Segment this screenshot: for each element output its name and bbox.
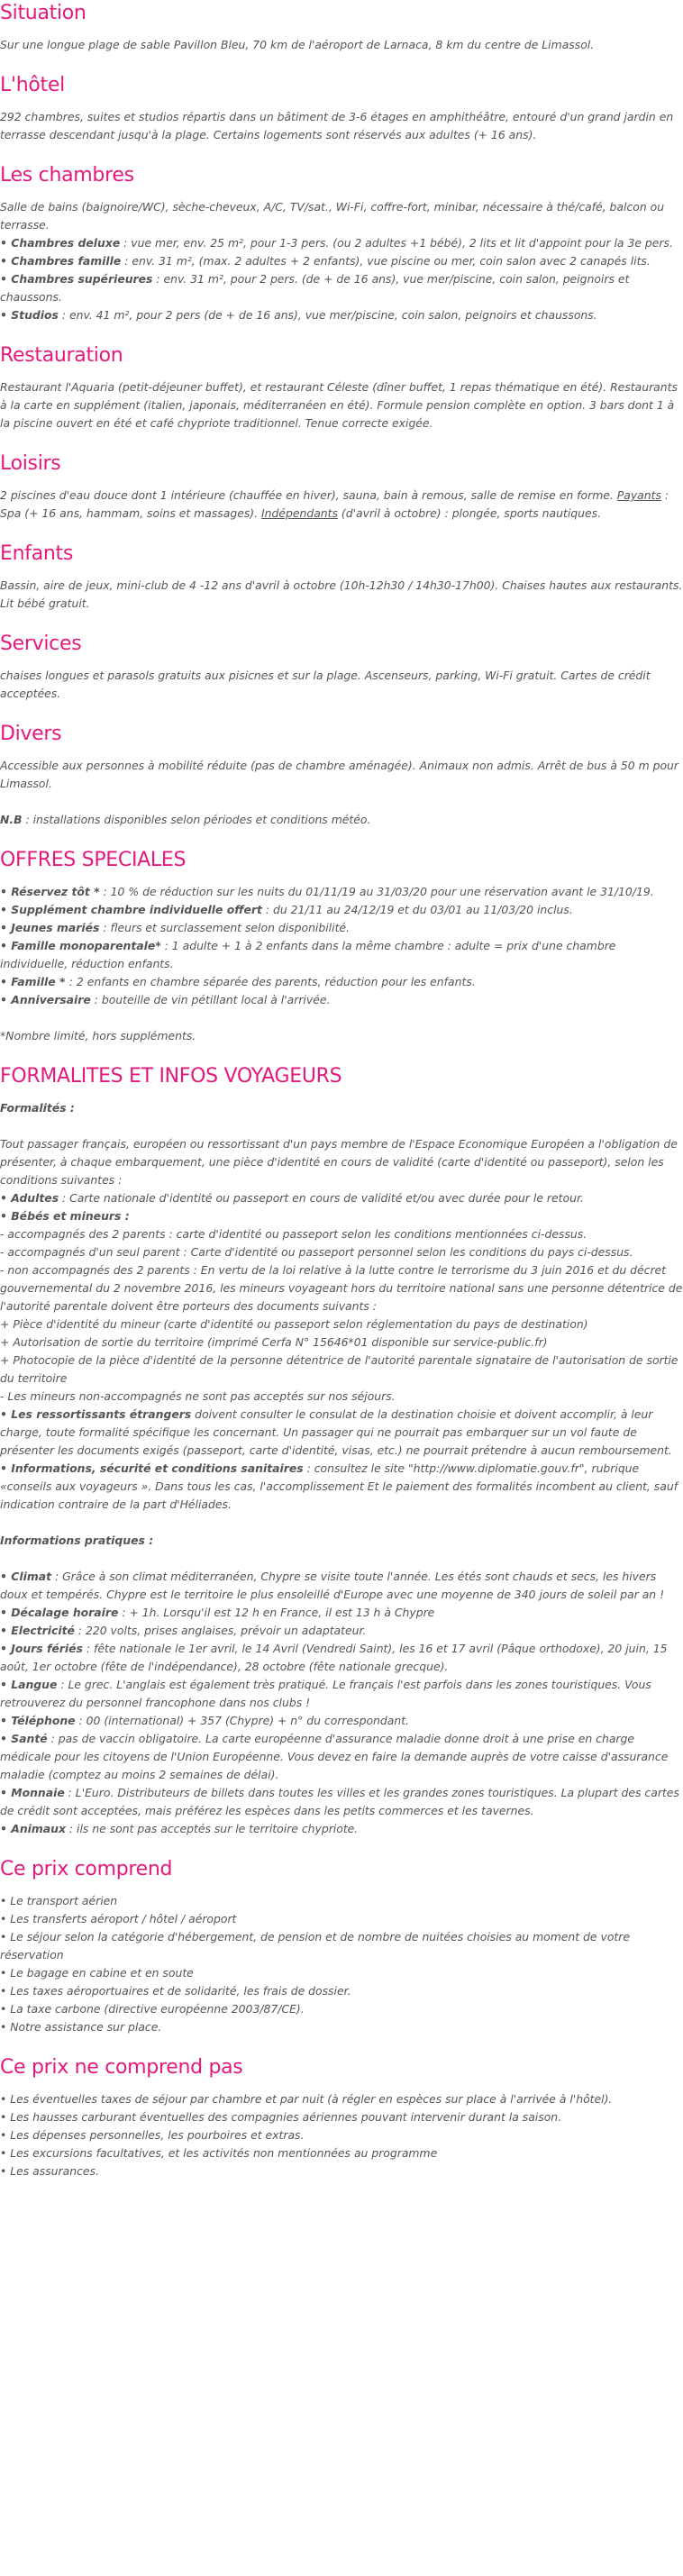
chambres-title: Les chambres — [0, 164, 134, 187]
list-item: • Santé : pas de vaccin obligatoire. La carte européenne d'assurance maladie donne droit à une prise en charge médicale pour les citoyens de l'Union Européenne. Vous devez en faire la demande auprès de votre caisse d'assurance maladie (comptez au moins 2 semaines de délai). — [0, 1730, 683, 1784]
formalites-line: + Photocopie de la pièce d'identité de la personne détentrice de l'autorité parentale signataire de l'autorisation de sortie du territoire — [0, 1353, 678, 1385]
list-item: • Les ressortissants étrangers doivent consulter le consulat de la destination choisie et doivent accomplir, à leur charge, toute formalité spécifique les concernant. Un passager qui ne pourrait pas embarquer sur un vol faute de présenter les documents exigés (passeport, carte d'identité, visas, etc.) ne pourrait prétendre à aucun remboursement. — [0, 1406, 683, 1460]
list-item: • Les transferts aéroport / hôtel / aéroport — [0, 1910, 683, 1928]
list-item: • Les assurances. — [0, 2162, 683, 2180]
restauration-text: Restaurant l'Aquaria (petit-déjeuner buffet), et restaurant Céleste (dîner buffet, 1 repas thématique en été). Restaurants à la carte en supplément (italien, japonais, méditerranéen en été). Formule pension complète en option. 3 bars dont 1 à la piscine ouvert en été et café chypriote traditionnel. Tenue correcte exigée. — [0, 380, 678, 430]
formalites-more — [0, 1406, 683, 1514]
enfants-title: Enfants — [0, 542, 74, 565]
formalites-intro: Tout passager français, européen ou ressortissant d'un pays membre de l'Espace Economique Européen a l'obligation de présenter, à chaque embarquement, une pièce d'identité en cours de validité (carte d'identité ou passeport), selon les conditions suivantes : — [0, 1137, 678, 1187]
services-title: Services — [0, 633, 82, 655]
section-hotel — [0, 72, 683, 144]
list-item: • Climat : Grâce à son climat méditerranéen, Chypre se visite toute l'année. Les étés sont chauds et secs, les hivers doux et tempérés. Chypre est le territoire le plus ensoleillé d'Europe avec une moyenne de 340 jours de soleil par an ! — [0, 1568, 683, 1604]
situation-text: Sur une longue plage de sable Pavillon Bleu, 70 km de l'aéroport de Larnaca, 8 km du centre de Limassol. — [0, 38, 595, 51]
divers-title: Divers — [0, 723, 62, 745]
chambres-intro: Salle de bains (baignoire/WC), sèche-cheveux, A/C, TV/sat., Wi-Fi, coffre-fort, minibar, nécessaire à thé/café, balcon ou terrasse. — [0, 200, 665, 232]
list-item: • Electricité : 220 volts, prises anglaises, prévoir un adaptateur. — [0, 1622, 683, 1640]
pratiques-list — [0, 1568, 683, 1838]
list-item: • Notre assistance sur place. — [0, 2018, 683, 2036]
section-restauration — [0, 342, 683, 432]
hotel-title: L'hôtel — [0, 74, 65, 96]
section-divers — [0, 721, 683, 829]
section-ne-comprend — [0, 2054, 683, 2180]
list-item: • Jours fériés : fête nationale le 1er avril, le 14 Avril (Vendredi Saint), les 16 et 17 avril (Pâque orthodoxe), 20 juin, 15 août, 1er octobre (fête de l'indépendance), 28 octobre (fête nationale grecque). — [0, 1640, 683, 1676]
formalites-line: - accompagnés des 2 parents : carte d'identité ou passeport selon les conditions mentionnées ci-dessus. — [0, 1227, 587, 1241]
enfants-text: Bassin, aire de jeux, mini-club de 4 -12 ans d'avril à octobre (10h-12h30 / 14h30-17h00). Chaises hautes aux restaurants. Lit bébé gratuit. — [0, 578, 683, 610]
formalites-adultes — [0, 1189, 683, 1225]
list-item: • Le bagage en cabine et en soute — [0, 1964, 683, 1982]
comprend-list — [0, 1892, 683, 2036]
list-item: • La taxe carbone (directive européenne 2003/87/CE). — [0, 2000, 683, 2018]
list-item: • Le séjour selon la catégorie d'hébergement, de pension et de nombre de nuitées choisies au moment de votre réservation — [0, 1928, 683, 1964]
formalites-title: FORMALITES ET INFOS VOYAGEURS — [0, 1065, 342, 1088]
chambres-list — [0, 234, 683, 324]
list-item: • Les hausses carburant éventuelles des compagnies aériennes pouvant intervenir durant la saison. — [0, 2108, 683, 2126]
section-services — [0, 631, 683, 703]
section-enfants — [0, 541, 683, 613]
hotel-text: 292 chambres, suites et studios répartis dans un bâtiment de 3-6 étages en amphithéâtre, entouré d'un grand jardin en terrasse descendant jusqu'à la plage. Certains logements sont réservés aux adultes (+ 16 ans). — [0, 110, 674, 141]
list-item: • Les éventuelles taxes de séjour par chambre et par nuit (à régler en espèces sur place à l'arrivée à l'hôtel). — [0, 2090, 683, 2108]
list-item: • Décalage horaire : + 1h. Lorsqu'il est 12 h en France, il est 13 h à Chypre — [0, 1604, 683, 1622]
section-formalites — [0, 1063, 683, 1514]
loisirs-text: 2 piscines d'eau douce dont 1 intérieure (chauffée en hiver), sauna, bain à remous, salle de remise en forme. Payants : Spa (+ 16 ans, hammam, soins et massages). Indépendants (d'avril à octobre) : plongée, sports nautiques. — [0, 488, 669, 520]
formalites-line: - non accompagnés des 2 parents : En vertu de la loi relative à la lutte contre le terrorisme du 3 juin 2016 et du décret gouvernemental du 2 novembre 2016, les mineurs voyageant hors du territoire national sans une personne détentrice de l'autorité parentale doivent être porteurs des documents suivants : — [0, 1263, 683, 1313]
divers-nb: N.B : installations disponibles selon périodes et conditions météo. — [0, 813, 371, 826]
section-situation — [0, 0, 683, 54]
list-item: • Studios : env. 41 m², pour 2 pers (de + de 16 ans), vue mer/piscine, coin salon, peignoirs et chaussons. — [0, 306, 683, 324]
situation-title: Situation — [0, 2, 87, 24]
list-item: • Bébés et mineurs : — [0, 1207, 683, 1225]
formalites-line: - Les mineurs non-accompagnés ne sont pas acceptés sur nos séjours. — [0, 1389, 396, 1403]
offres-note: *Nombre limité, hors suppléments. — [0, 1029, 196, 1042]
divers-text: Accessible aux personnes à mobilité réduite (pas de chambre aménagée). Animaux non admis. Arrêt de bus à 50 m pour Limassol. — [0, 759, 678, 790]
offres-list — [0, 883, 683, 1009]
list-item: • Famille monoparentale* : 1 adulte + 1 à 2 enfants dans la même chambre : adulte = prix d'une chambre individuelle, réduction enfants. — [0, 937, 683, 973]
formalites-line: - accompagnés d'un seul parent : Carte d'identité ou passeport personnel selon les conditions du pays ci-dessus. — [0, 1245, 633, 1259]
restauration-title: Restauration — [0, 344, 123, 367]
formalites-line: + Pièce d'identité du mineur (carte d'identité ou passeport selon réglementation du pays de destination) — [0, 1317, 588, 1331]
list-item: • Les excursions facultatives, et les activités non mentionnées au programme — [0, 2144, 683, 2162]
section-chambres — [0, 162, 683, 324]
offres-title: OFFRES SPECIALES — [0, 849, 187, 871]
list-item: • Langue : Le grec. L'anglais est également très pratiqué. Le français l'est parfois dans les zones touristiques. Vous retrouverez du personnel francophone dans nos clubs ! — [0, 1676, 683, 1712]
list-item: • Les taxes aéroportuaires et de solidarité, les frais de dossier. — [0, 1982, 683, 2000]
pratiques-title: Informations pratiques : — [0, 1534, 154, 1547]
ne-comprend-title: Ce prix ne comprend pas — [0, 2056, 243, 2079]
list-item: • Anniversaire : bouteille de vin pétillant local à l'arrivée. — [0, 991, 683, 1009]
list-item: • Chambres supérieures : env. 31 m², pour 2 pers. (de + de 16 ans), vue mer/piscine, coin salon, peignoirs et chaussons. — [0, 270, 683, 306]
loisirs-title: Loisirs — [0, 452, 61, 475]
services-text: chaises longues et parasols gratuits aux pisicnes et sur la plage. Ascenseurs, parking, Wi-Fi gratuit. Cartes de crédit acceptées. — [0, 669, 651, 700]
list-item: • Informations, sécurité et conditions sanitaires : consultez le site "http://www.diplomatie.gouv.fr", rubrique «conseils aux voyageurs ». Dans tous les cas, l'accomplissement Et le paiement des formalités incombent au client, sauf indication contraire de la part d'Héliades. — [0, 1460, 683, 1514]
formalites-subtitle: Formalités : — [0, 1101, 75, 1115]
section-loisirs — [0, 451, 683, 523]
list-item: • Le transport aérien — [0, 1892, 683, 1910]
formalites-line: + Autorisation de sortie du territoire (imprimé Cerfa N° 15646*01 disponible sur service-public.fr) — [0, 1335, 548, 1349]
comprend-title: Ce prix comprend — [0, 1858, 173, 1880]
list-item: • Adultes : Carte nationale d'identité ou passeport en cours de validité et/ou avec durée pour le retour. — [0, 1189, 683, 1207]
list-item: • Animaux : ils ne sont pas acceptés sur le territoire chypriote. — [0, 1820, 683, 1838]
list-item: • Famille * : 2 enfants en chambre séparée des parents, réduction pour les enfants. — [0, 973, 683, 991]
list-item: • Chambres deluxe : vue mer, env. 25 m², pour 1-3 pers. (ou 2 adultes +1 bébé), 2 lits et lit d'appoint pour la 3e pers. — [0, 234, 683, 252]
list-item: • Les dépenses personnelles, les pourboires et extras. — [0, 2126, 683, 2144]
list-item: • Monnaie : L'Euro. Distributeurs de billets dans toutes les villes et les grandes zones touristiques. La plupart des cartes de crédit sont acceptées, mais préférez les espèces dans les petits commerces et les tavernes. — [0, 1784, 683, 1820]
list-item: • Chambres famille : env. 31 m², (max. 2 adultes + 2 enfants), vue piscine ou mer, coin salon avec 2 canapés lits. — [0, 252, 683, 270]
list-item: • Jeunes mariés : fleurs et surclassement selon disponibilité. — [0, 919, 683, 937]
list-item: • Téléphone : 00 (international) + 357 (Chypre) + n° du correspondant. — [0, 1712, 683, 1730]
section-comprend — [0, 1856, 683, 2036]
section-pratiques — [0, 1532, 683, 1838]
list-item: • Supplément chambre individuelle offert : du 21/11 au 24/12/19 et du 03/01 au 11/03/20 inclus. — [0, 901, 683, 919]
list-item: • Réservez tôt * : 10 % de réduction sur les nuits du 01/11/19 au 31/03/20 pour une réservation avant le 31/10/19. — [0, 883, 683, 901]
ne-comprend-list — [0, 2090, 683, 2180]
section-offres — [0, 847, 683, 1045]
